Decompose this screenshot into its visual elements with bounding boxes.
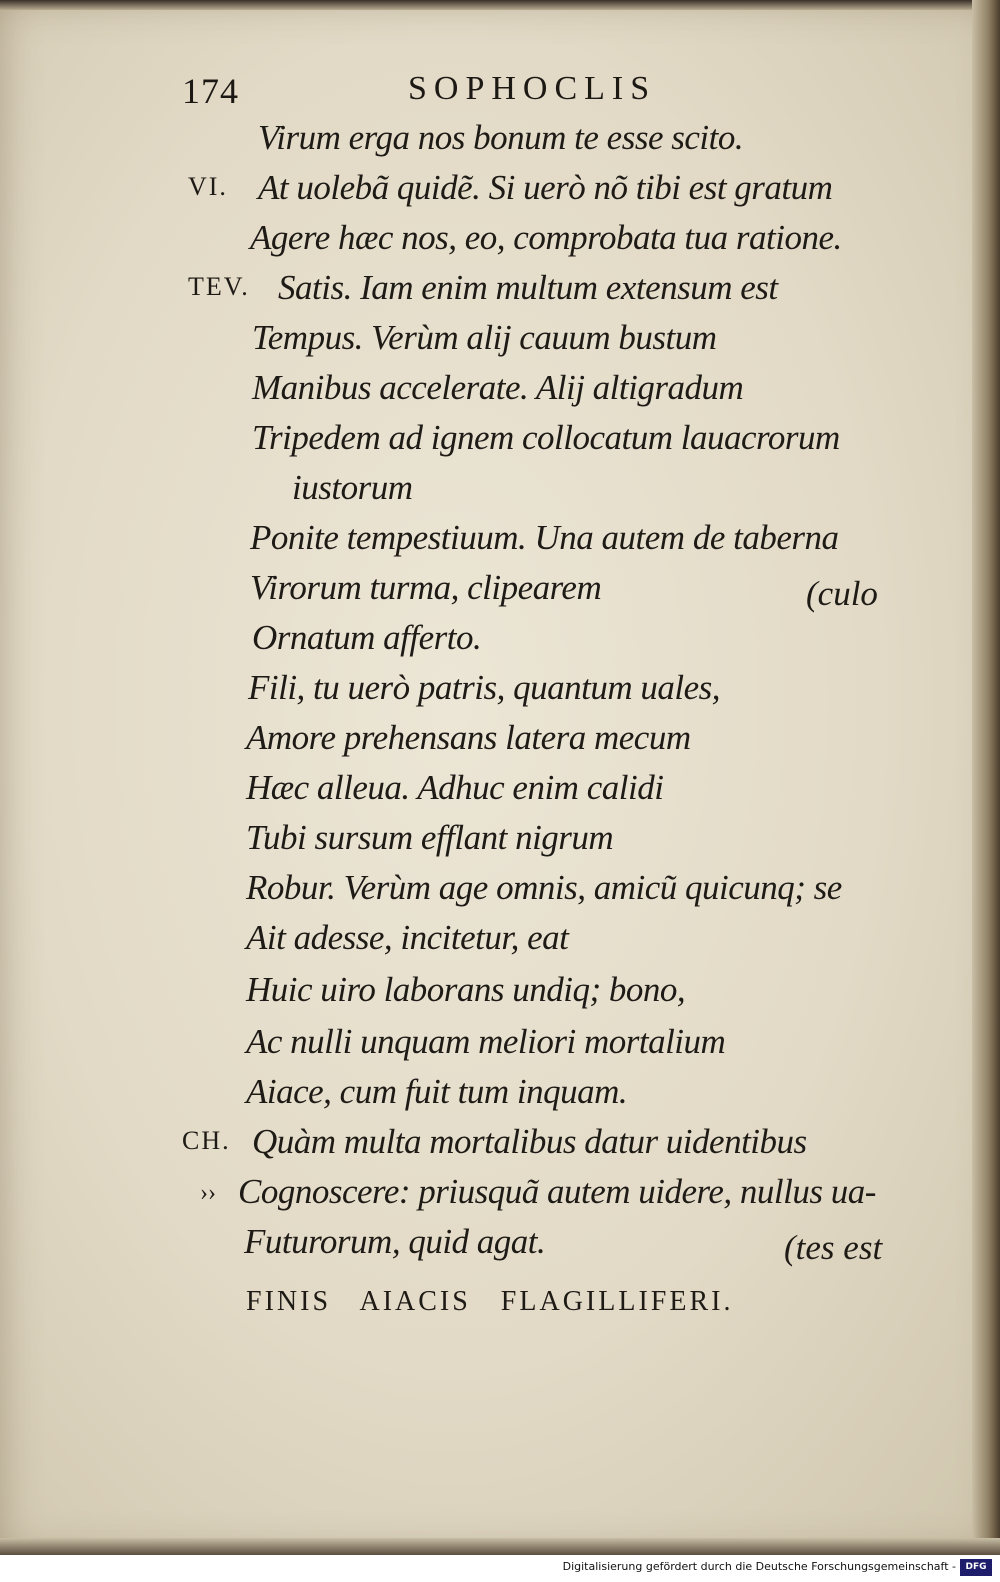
quotation-mark: ››	[200, 1180, 216, 1206]
page-header	[182, 70, 882, 114]
speaker-label: VI.	[188, 172, 228, 201]
verse-line: Fili, tu uerò patris, quantum uales,	[248, 668, 720, 707]
verse-line: Tubi sursum efflant nigrum	[246, 818, 614, 857]
verse-line: Hæc alleua. Adhuc enim calidi	[246, 768, 664, 807]
finis-colophon: FINIS AIACIS FLAGILLIFERI.	[246, 1286, 734, 1317]
speaker-label: TEV.	[188, 272, 250, 301]
verse-line: Robur. Verùm age omnis, amicũ quicunq; se	[246, 868, 842, 907]
page-bottom-edge	[0, 1538, 1000, 1555]
verse-line: Quàm multa mortalibus datur uidentibus	[252, 1122, 807, 1161]
verse-line: Tempus. Verùm alij cauum bustum	[252, 318, 717, 357]
digitization-footer	[0, 1555, 1000, 1582]
verse-line: Agere hæc nos, eo, comprobata tua ratione.	[250, 218, 842, 257]
margin-continuation: (culo	[806, 574, 878, 613]
verse-line: iustorum	[292, 468, 413, 507]
verse-line: Ornatum afferto.	[252, 618, 482, 657]
verse-line: Futurorum, quid agat.	[244, 1222, 546, 1261]
verse-line: Ait adesse, incitetur, eat	[246, 918, 569, 957]
verse-line: At uolebã quidẽ. Si uerò nõ tibi est gratum	[258, 168, 833, 207]
running-head: SOPHOCLIS	[408, 70, 657, 107]
verse-line: Aiace, cum fuit tum inquam.	[246, 1072, 628, 1111]
verse-line: Amore prehensans latera mecum	[246, 718, 691, 757]
page-number: 174	[182, 71, 239, 111]
verse-line: Satis. Iam enim multum extensum est	[278, 268, 778, 307]
verse-line: Ponite tempestiuum. Una autem de taberna	[250, 518, 839, 557]
verse-line: Virum erga nos bonum te esse scito.	[258, 118, 744, 157]
verse-line: Manibus accelerate. Alij altigradum	[252, 368, 744, 407]
speaker-label: CH.	[182, 1126, 231, 1155]
margin-continuation: (tes est	[784, 1228, 883, 1267]
page-top-edge	[0, 0, 1000, 10]
verse-line: Cognoscere: priusquã autem uidere, nullus ua-	[238, 1172, 876, 1211]
book-spine-shadow	[972, 0, 1000, 1555]
verse-line: Ac nulli unquam meliori mortalium	[246, 1022, 726, 1061]
verse-line: Huic uiro laborans undiq; bono,	[246, 970, 686, 1009]
verse-line: Virorum turma, clipearem	[250, 568, 602, 607]
verse-line: Tripedem ad ignem collocatum lauacrorum	[252, 418, 840, 457]
dfg-logo: DFG	[960, 1559, 992, 1576]
funding-credit: Digitalisierung gefördert durch die Deutsche Forschungsgemeinschaft -	[562, 1560, 956, 1573]
